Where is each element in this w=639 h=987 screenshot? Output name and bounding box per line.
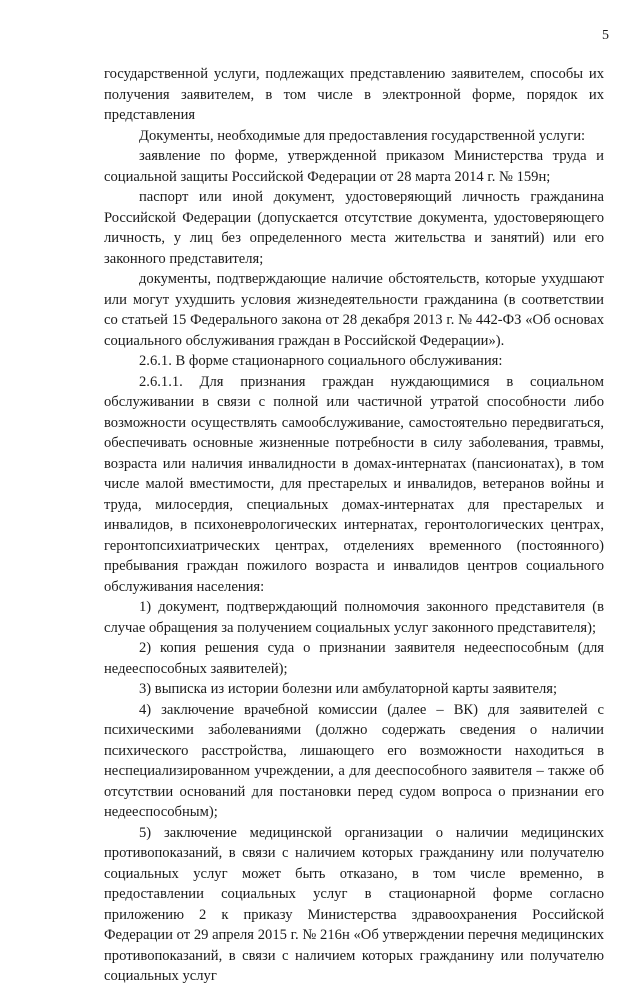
document-body bbox=[104, 64, 604, 987]
paragraph-application-form: заявление по форме, утвержденной приказом Министерства труда и социальной защиты Российской Федерации от 28 марта 2014 г. № 159н; bbox=[104, 148, 604, 185]
paragraph-section-2-6-1: 2.6.1. В форме стационарного социального обслуживания: bbox=[139, 353, 503, 369]
list-item-4: 4) заключение врачебной комиссии (далее – ВК) для заявителей с психическими заболеваниями (должно содержать сведения о наличии психического расстройства, лишающего его возможности находиться в неспециализированном учреждении, а для дееспособного заявителя – также об отсутствии оснований для постановки перед судом вопроса о признании его недееспособным); bbox=[104, 701, 604, 820]
page-number: 5 bbox=[602, 28, 609, 43]
paragraph-continuation: государственной услуги, подлежащих представлению заявителем, способы их получения заявителем, в том числе в электронной форме, порядок их представления bbox=[104, 66, 604, 123]
paragraph-circumstances: документы, подтверждающие наличие обстоятельств, которые ухудшают или могут ухудшить условия жизнедеятельности гражданина (в соответствии со статьей 15 Федерального закона от 28 декабря 2013 г. № 442-ФЗ «Об основах социального обслуживания граждан в Российской Федерации»). bbox=[104, 271, 604, 349]
list-item-5: 5) заключение медицинской организации о наличии медицинских противопоказаний, в связи с наличием которых гражданину или получателю социальных услуг может быть отказано, в том числе временно, в предоставлении социальных услуг в стационарной форме согласно приложению 2 к приказу Министерства здравоохранения Российской Федерации от 29 апреля 2015 г. № 216н «Об утверждении перечня медицинских противопоказаний, в связи с наличием которых гражданину или получателю социальных услуг bbox=[104, 824, 604, 984]
list-item-1: 1) документ, подтверждающий полномочия законного представителя (в случае обращения за получением социальных услуг законного представителя); bbox=[104, 599, 604, 636]
paragraph-documents-heading: Документы, необходимые для предоставления государственной услуги: bbox=[139, 127, 586, 144]
list-item-2: 2) копия решения суда о признании заявителя недееспособным (для недееспособных заявителей); bbox=[104, 640, 604, 677]
paragraph-passport: паспорт или иной документ, удостоверяющий личность гражданина Российской Федерации (допускается отсутствие документа, удостоверяющего личность, у лиц без определенного места жительства и занятий) или его законного представителя; bbox=[104, 189, 604, 267]
list-item-3: 3) выписка из истории болезни или амбулаторной карты заявителя; bbox=[139, 681, 558, 697]
paragraph-section-2-6-1-1: 2.6.1.1. Для признания граждан нуждающимися в социальном обслуживании в связи с полной или частичной утратой способности либо возможности осуществлять самообслуживание, самостоятельно передвигаться, обеспечивать основные жизненные потребности в силу заболевания, травмы, возраста или наличия инвалидности в домах-интернатах (пансионатах), в том числе малой вместимости, для престарелых и инвалидов, ветеранов войны и труда, милосердия, специальных домах-интернатах для престарелых и инвалидов, в психоневрологических интернатах, геронтологических центрах, геронтопсихиатрических центрах, отделениях временного (постоянного) пребывания граждан пожилого возраста и инвалидов центров социального обслуживания населения: bbox=[104, 373, 604, 595]
